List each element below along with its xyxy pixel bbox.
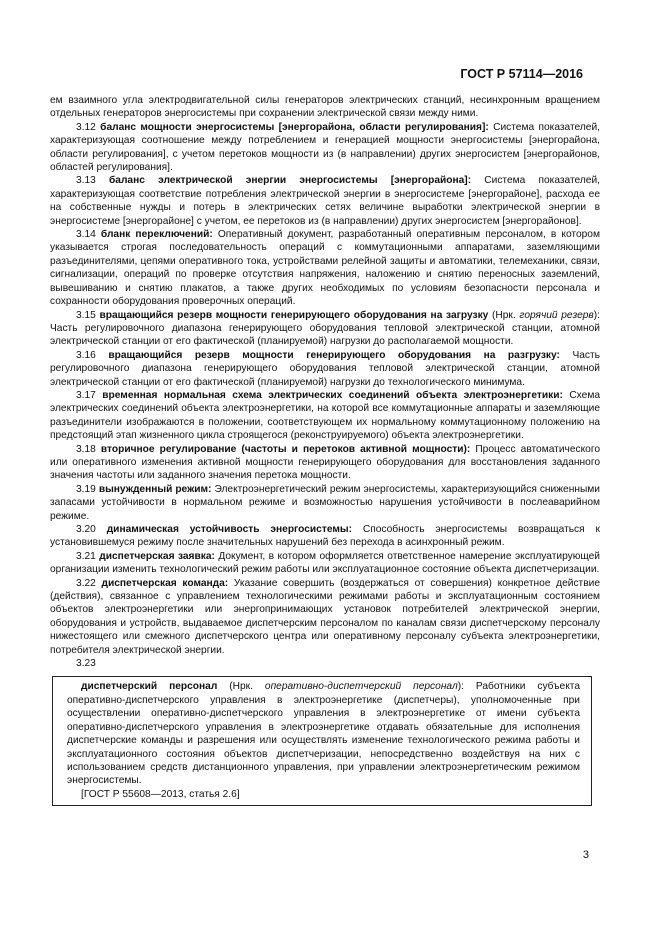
document-code: ГОСТ Р 57114—2016 (460, 67, 583, 81)
term-definition: Часть регулировочного диапазона генерирующего оборудования тепловой электрической станции, атомной электрической станции от его фактической (планируемой) нагрузки до технологического минимума. (50, 349, 600, 388)
term-item (50, 443, 600, 483)
term-3-23-text: диспетчерский персонал (Нрк. оперативно-диспетчерский персонал): Работники субъекта оперативно-диспетчерского управления в электроэнергетике (диспетчеры), уполномоченные при осуществлении оперативно-диспетчерского управления в электроэнергетике от имени субъекта оперативно-диспетчерского управления в электроэнергетике отдавать обязательные для исполнения диспетчерские команды и разрешения или осуществлять изменение технологического режима работы и эксплуатационного состояния объектов диспетчеризации, непосредственно воздействуя на них с использованием средств дистанционного управления, при управлении электроэнергетическим режимом энергосистемы. (67, 681, 580, 787)
term-title: баланс мощности энергосистемы [энергорайона, области регулирования]: (100, 121, 489, 133)
term-title: вынужденный режим: (98, 483, 212, 495)
term-number: 3.17 (76, 389, 96, 401)
term-title: вторичное регулирование (частоты и перетоков активной мощности): (100, 443, 471, 455)
term-number: 3.13 (76, 175, 96, 187)
term-alt-prefix: (Нрк. (488, 309, 520, 321)
term-3-23-number: 3.23 (76, 658, 96, 670)
term-item (50, 174, 600, 228)
term-item (50, 309, 600, 349)
term-definition: Система показателей, характеризующая соответствие потребления электрической энергии в энергосистеме [энергорайоне], расхода ее на собственные нужды и потерь в электрических сетях величине выработки электрической энергии в энергосистеме [энергорайоне] с учетом, ее перетоков из (в направлении) других энергосистем [энергорайонов]. (50, 175, 600, 227)
term-item (50, 389, 600, 443)
term-definition: Оперативный документ, разработанный оперативным персоналом, в котором указывается строгая последовательность операций с коммутационными аппаратами, заземляющими разъединителями, цепями оперативного тока, устройствами релейной защиты и автоматики, телемеханики, связи, сигнализации, операций по проверке отсутствия напряжения, наложению и снятию переносных заземлений, вывешиванию и снятию плакатов, а также других необходимых по условиям безопасности персонала и сохранности оборудования проверочных операций. (50, 229, 600, 308)
term-title: диспетчерская команда: (101, 577, 229, 589)
term-definition: Способность энергосистемы возвращаться к установившемуся режиму после значительных нарушений без перехода в асинхронный режим. (50, 524, 600, 549)
term-3-23-alt: оперативно-диспетчерский персонал (264, 681, 458, 693)
term-definition: Процесс автоматического или оперативного изменения активной мощности генерирующего оборудования для восстановления заданного значения частоты или заданного значения перетока мощности. (50, 443, 600, 482)
term-definition: Система показателей, характеризующая соотношение между потреблением и генерацией мощности энергосистемы [энергорайона, области регулирования], с учетом перетоков мощности из (в направлении) других энергосистем [энергорайонов, областей регулирования]. (50, 121, 600, 174)
term-definition: Часть регулировочного диапазона генерирующего оборудования тепловой электрической станции, атомной электрической станции от его фактической (планируемой) нагрузки до располагаемой мощности. (50, 322, 600, 348)
term-definition: Указание совершить (воздержаться от совершения) конкретное действие (действия), связанное с управлением технологическими режимами работы и эксплуатационным состоянием объектов электроэнергетики или энергопринимающих установок потребителей электрической энергии, оборудования и устройств, выдаваемое диспетчерским персоналом по каналам связи диспетчерскому персоналу нижестоящего или смежного диспетчерского центра или оперативному персоналу субъекта электроэнергетики, потребителя электрической энергии. (50, 577, 600, 656)
term-title: диспетчерская заявка: (99, 550, 215, 562)
term-number: 3.19 (76, 483, 96, 495)
term-title: вращающийся резерв мощности генерирующего оборудования на загрузку (99, 309, 489, 321)
term-item (50, 577, 600, 657)
term-number: 3.18 (76, 443, 96, 455)
term-number: 3.15 (76, 309, 96, 321)
term-definition: Документ, в котором оформляется ответственное намерение эксплуатирующей организации изменить технологический режим работы или эксплуатационное состояние объекта диспетчеризации. (50, 550, 600, 576)
term-title: динамическая устойчивость энергосистемы: (106, 524, 352, 535)
term-item (50, 483, 600, 523)
term-definition: Схема электрических соединений объекта электроэнергетики, на которой все коммутационные аппараты и заземляющие разъединители изображаются в положении, соответствующем их нормальному коммутационному положению на предстоящий этап жизненного цикла строящегося (реконструируемого) объекта электроэнергетики. (50, 389, 600, 442)
term-item (50, 349, 600, 389)
term-title: вращающийся резерв мощности генерирующего оборудования на разгрузку: (108, 349, 560, 361)
term-number: 3.14 (76, 229, 96, 241)
term-number: 3.21 (76, 550, 96, 562)
continuation-text: ем взаимного угла электродвигательной силы генераторов электрических станций, несинхронным вращением отдельных генераторов энергосистемы при сохранении электрической связи между ними. (50, 95, 600, 120)
term-number: 3.12 (76, 121, 96, 133)
term-alt-suffix: ): (593, 309, 600, 321)
term-3-23-source: [ГОСТ Р 55608—2013, статья 2.6] (81, 788, 240, 800)
term-item (50, 228, 600, 308)
term-title: бланк переключений: (100, 229, 213, 241)
term-title: временная нормальная схема электрических соединений объекта электроэнергетики: (102, 389, 563, 401)
term-alt: горячий резерв (519, 309, 594, 321)
term-number: 3.20 (76, 524, 96, 535)
page-number: 3 (582, 849, 589, 861)
term-title: баланс электрической энергии энергосистемы [энергорайона]: (109, 175, 472, 187)
term-number: 3.22 (76, 577, 96, 589)
term-3-23-definition: Работники субъекта оперативно-диспетчерского управления в электроэнергетике (диспетчеры), уполномоченные при осуществлении оперативно-диспетчерского управления в электроэнергетике от имени субъекта оперативно-диспетчерского управления в электроэнергетике отдавать обязательные для исполнения диспетчерские команды и разрешения или осуществлять изменение технологического режима работы и эксплуатационного состояния объектов диспетчеризации, непосредственно воздействуя на них с использованием средств дистанционного управления, при управлении электроэнергетическим режимом энергосистемы. (67, 681, 580, 787)
term-item (50, 121, 600, 175)
term-number: 3.16 (76, 349, 96, 361)
document-body (50, 94, 600, 806)
term-3-23-box (52, 676, 592, 806)
term-definition: Электроэнергетический режим энергосистемы, характеризующийся сниженными запасами устойчивости в нормальном режиме и возможностью нарушения устойчивости в послеаварийном режиме. (50, 483, 600, 522)
term-item (50, 523, 600, 550)
term-item (50, 550, 600, 577)
term-3-23-title: диспетчерский персонал (81, 681, 218, 693)
terms-list (50, 121, 600, 657)
